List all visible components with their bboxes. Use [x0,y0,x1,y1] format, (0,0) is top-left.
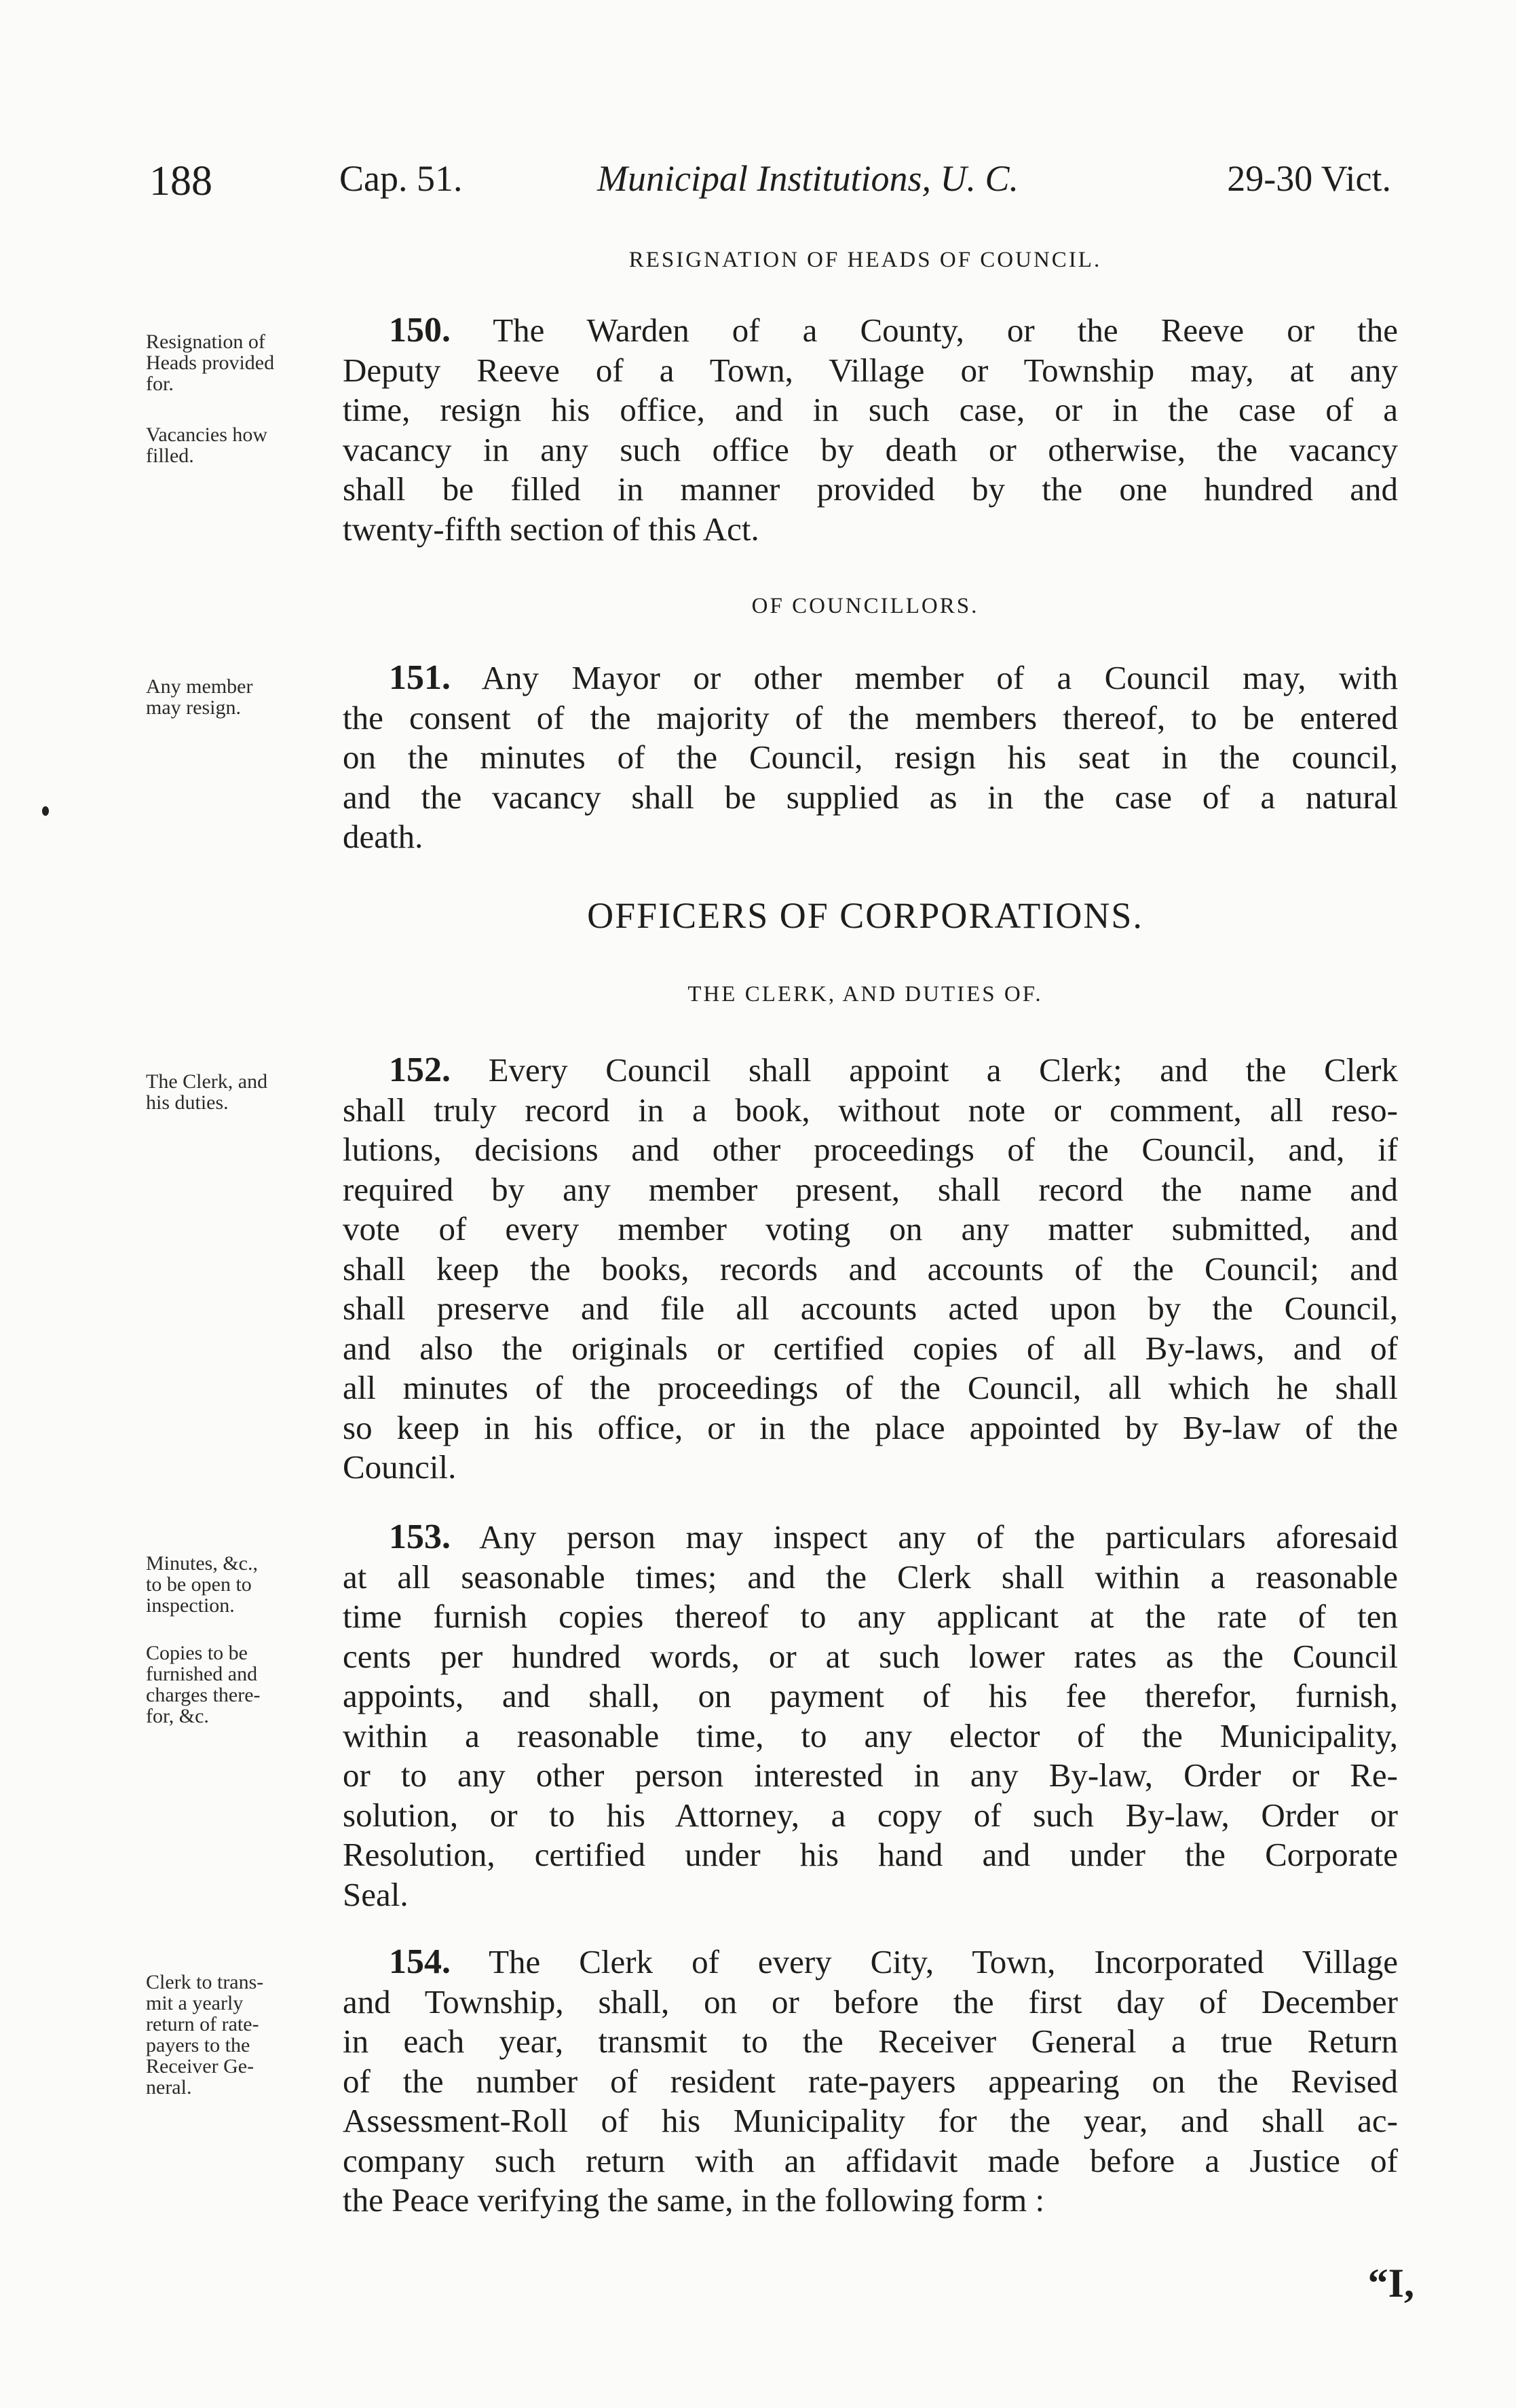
print-speck [42,806,49,816]
margin-note-152: The Clerk, and his duties. [146,1070,268,1114]
section-154: 154. The Clerk of every City, Town, Incorporated Village and Township, shall, on or before the first day of December in each year, transmit to the Receiver General a true Return of the number of resident rate-payers appearing on the Revised Assessment-Roll of his Municipality for the year, and shall ac- company such return with an affidavit made before a Justice of the Peace verifying the same, in the following form : [343,1942,1398,2219]
section-number-150: 150. [389,311,451,350]
margin-note-154: Clerk to trans- mit a yearly return of rate- payers to the Receiver Ge- neral. [146,1971,264,2099]
running-head [136,157,1391,212]
margin-note-150-a: Resignation of Heads provided for. [146,331,275,395]
section-150: 150. The Warden of a County, or the Reeve or the Deputy Reeve of a Town, Village or Township may, at any time, resign his office, and in such case, or in the case of a vacancy in any such office by death or otherwise, the vacancy shall be filled in manner provided by the one hundred and twenty-fifth section of this Act. [343,311,1398,548]
section-151: 151. Any Mayor or other member of a Council may, with the consent of the majority of the members thereof, to be entered on the minutes of the Council, resign his seat in the council, and the vacancy shall be supplied as in the case of a natural death. [343,658,1398,855]
heading-officers: OFFICERS OF CORPORATIONS. [587,895,1143,936]
heading-clerk: THE CLERK, AND DUTIES OF. [687,982,1043,1007]
section-152: 152. Every Council shall appoint a Clerk; and the Clerk shall truly record in a book, without note or comment, all reso- lutions, decisions and other proceedings of the Council, and, if required by any member present, shall record the name and vote of every member voting on any matter submitted, and shall keep the books, records and accounts of the Council; and shall preserve and file all accounts acted upon by the Council, and also the originals or certified copies of all By-laws, and of all minutes of the proceedings of the Council, all which he shall so keep in his office, or in the place appointed by By-law of the Council. [343,1051,1398,1486]
section-number-153: 153. [389,1518,451,1556]
chapter-label: Cap. 51. [339,158,463,199]
margin-note-150-b: Vacancies how filled. [146,424,268,467]
catchword: “I, [1367,2261,1414,2306]
section-number-151: 151. [389,658,451,697]
section-number-154: 154. [389,1942,451,1981]
running-title: Municipal Institutions, U. C. [597,158,1019,199]
regnal-year: 29-30 Vict. [1227,158,1391,199]
margin-note-151: Any member may resign. [146,675,253,719]
heading-resignation-heads: RESIGNATION OF HEADS OF COUNCIL. [628,248,1102,272]
heading-councillors: OF COUNCILLORS. [751,594,979,618]
section-number-152: 152. [389,1051,451,1089]
page-number: 188 [149,158,212,204]
margin-note-153-b: Copies to be furnished and charges there- for, &c. [146,1642,261,1727]
margin-note-153-a: Minutes, &c., to be open to inspection. [146,1552,258,1617]
section-153: 153. Any person may inspect any of the particulars aforesaid at all seasonable times; and the Clerk shall within a reasonable time furnish copies thereof to any applicant at the rate of ten cents per hundred words, or at such lower rates as the Council appoints, and shall, on payment of his fee therefor, furnish, within a reasonable time, to any elector of the Municipality, or to any other person interested in any By-law, Order or Re- solution, or to his Attorney, a copy of such By-law, Order or Resolution, certified under his hand and under the Corporate Seal. [343,1518,1398,1913]
